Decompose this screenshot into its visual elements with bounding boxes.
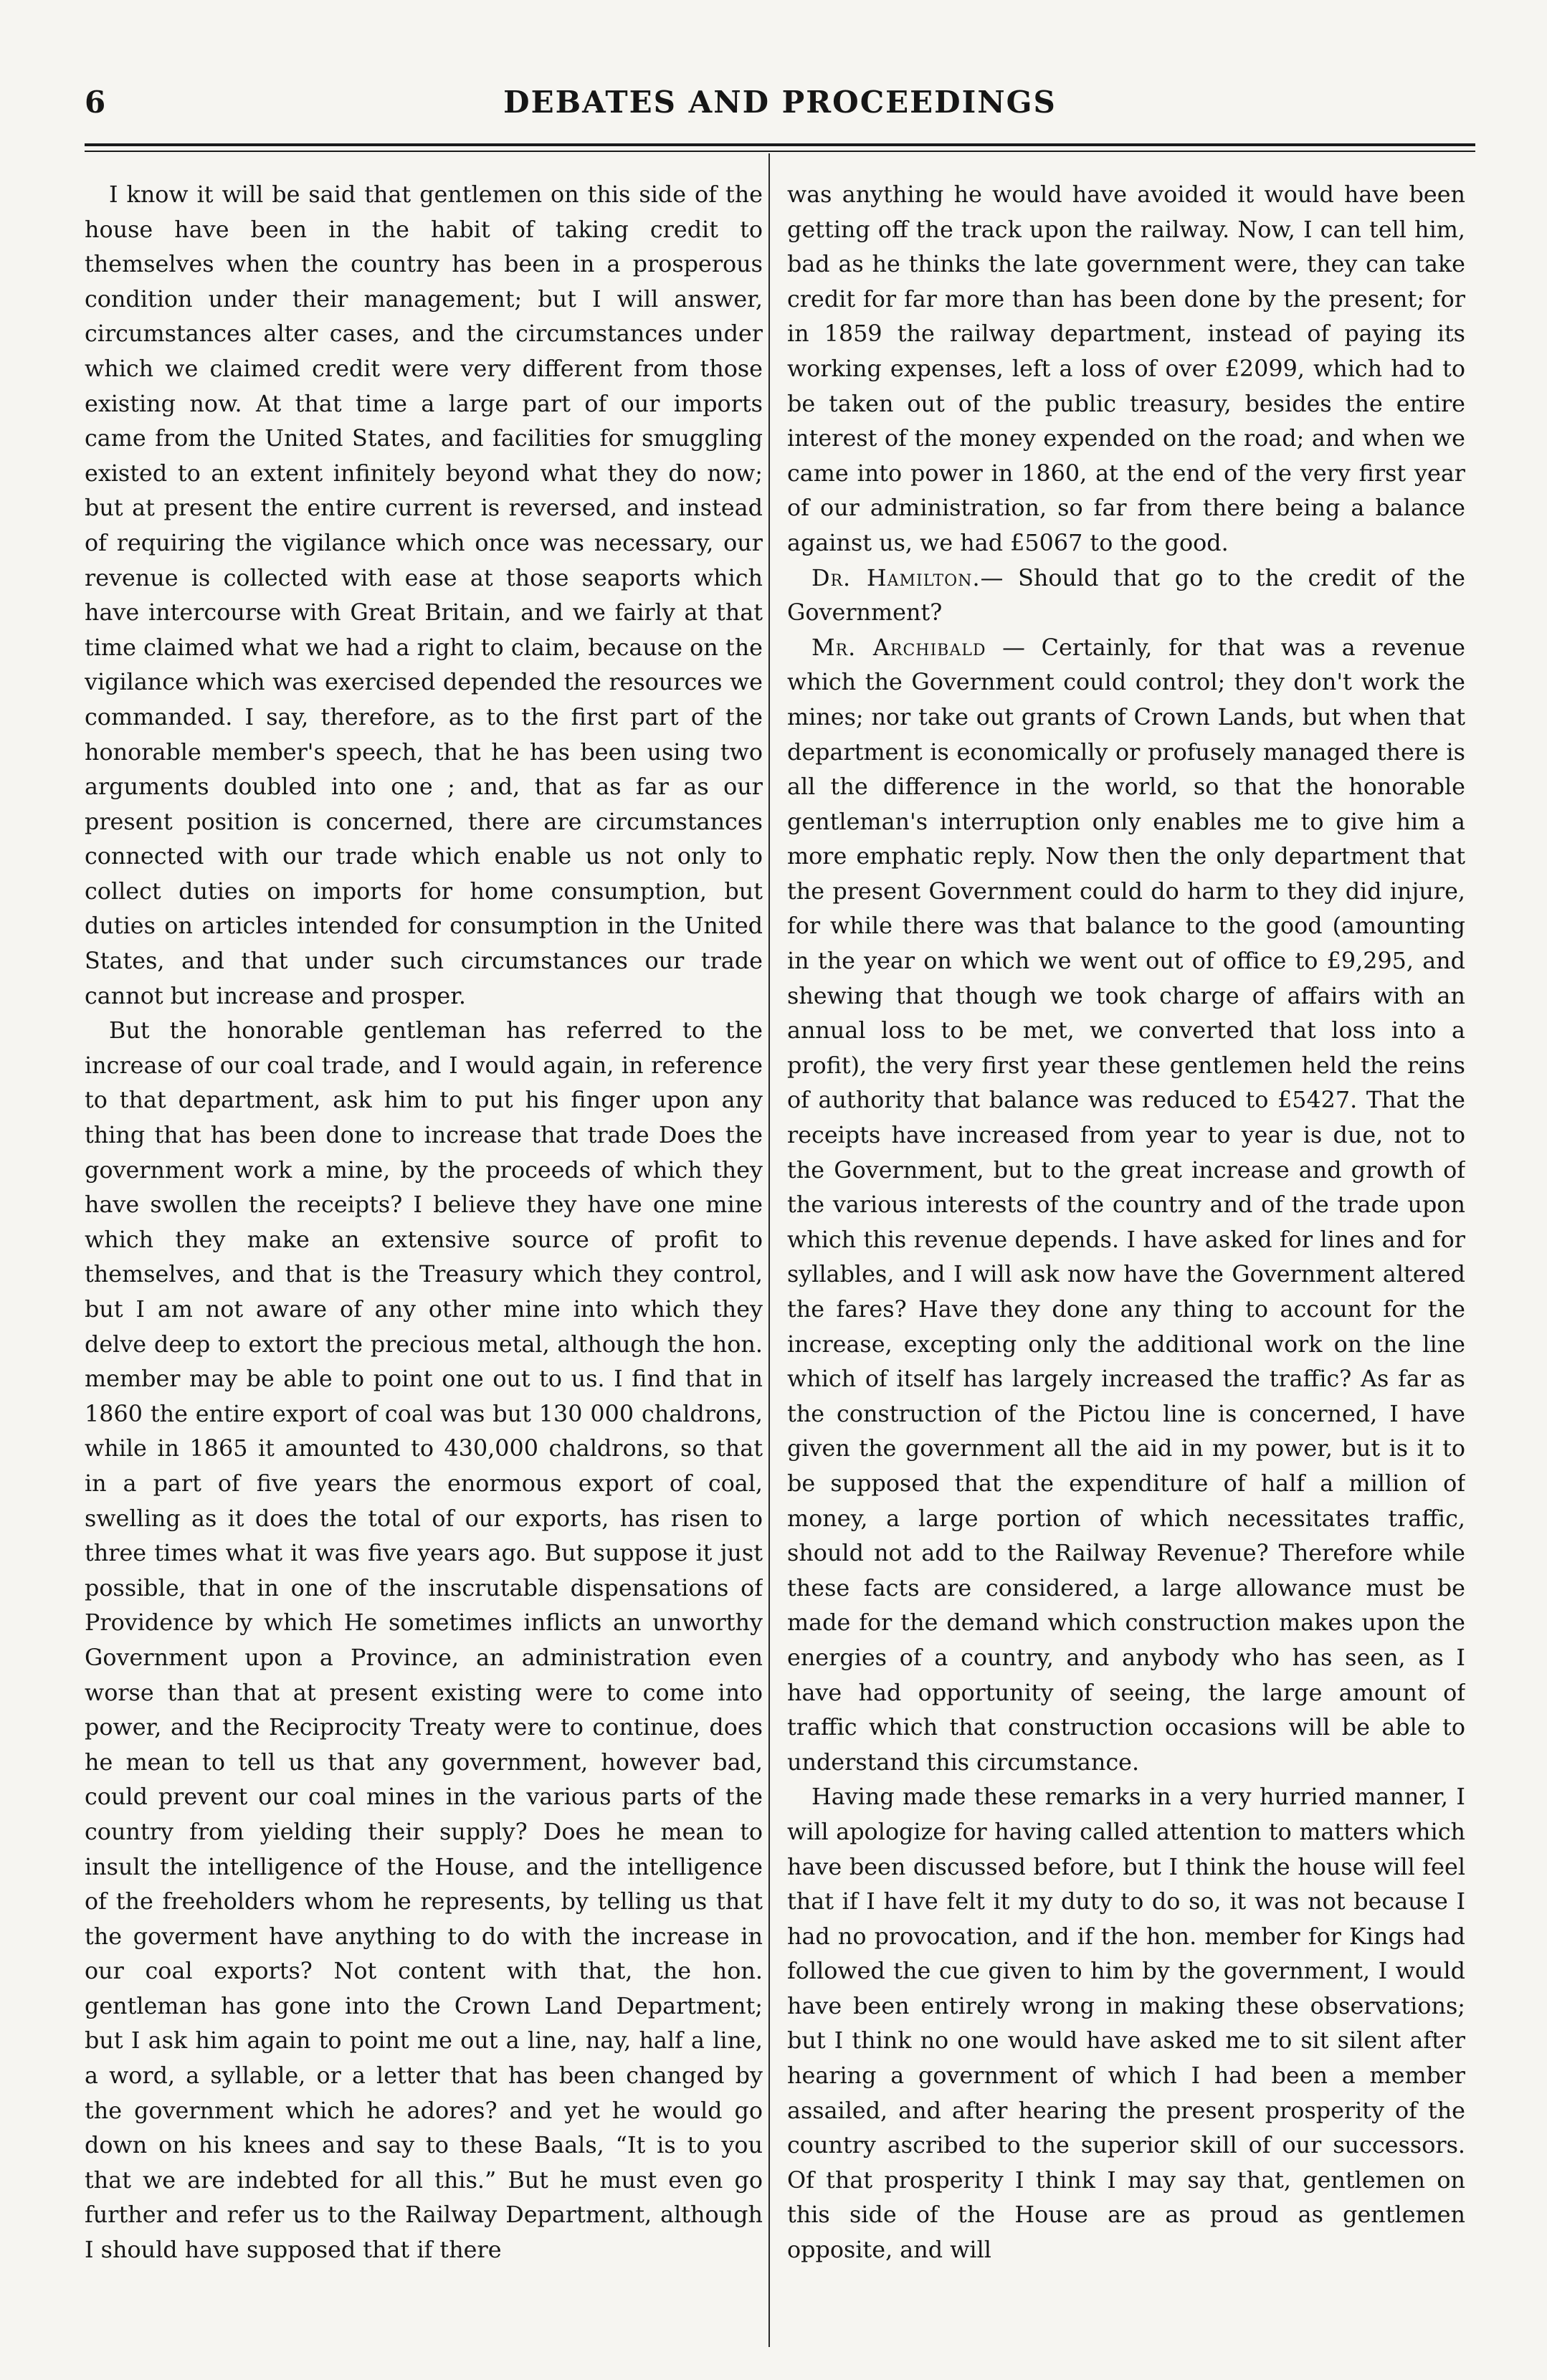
speech-paragraph (787, 631, 1465, 1781)
header-rule-thin (85, 151, 1475, 152)
speaker-name: Dr. Hamilton. (811, 564, 981, 591)
header-rule-thick (85, 143, 1475, 146)
speech-paragraph (787, 561, 1465, 631)
body-paragraph (787, 1780, 1465, 2267)
page-number: 6 (85, 85, 106, 120)
left-column (85, 178, 763, 2350)
body-paragraph: But the honorable gentleman has referred to the increase of our coal trade, and I would again, in reference to that department, ask him to put his finger upon any thing that has been done to increase that trade Does the government work a mine, by the proceeds of which they have swollen the receipts? I believe they have one mine which they make an extensive source of profit to themselves, and that is the Treasury which they control, but I am not aware of any other mine into which they delve deep to extort the precious metal, although the hon. member may be able to point one out to us. I find that in 1860 the entire export of coal was but 130 000 chaldrons, while in 1865 it amounted to 430,000 chaldrons, so that in a part of five years the enormous export of coal, swelling as it does the total of our exports, has risen to three times what it was five years ago. But suppose it just possible, that in one of the inscrutable dispensations of Providence by which He sometimes inflicts an unworthy Government upon a Province, an administration even worse than that at present existing were to come into power, and the Reciprocity Treaty were to continue, does he mean to tell us that any government, however bad, could prevent our coal mines in the various parts of the country from yielding their supply? Does he mean to insult the intelligence of the House, and the intelligence of the freeholders whom he represents, by telling us that the goverment have anything to do with the increase in our coal exports? Not content with that, the hon. gentleman has gone into the Crown Land Department; but I ask him again to point me out a line, nay, half a line, a word, a syllable, or a letter that has been changed by the government which he adores? and yet he would go down on his knees and say to these Baals, “It is to you that we are indebted for all this.” But he must even go further and refer us to the Railway Department, although I should have supposed that if there (85, 1017, 763, 2264)
body-paragraph: I know it will be said that gentlemen on this side of the house have been in the habit of taking credit to themselves when the country has been in a prosperous condition under their management; but I will answer, circumstances alter cases, and the circumstances under which we claimed credit were very different from those existing now. At that time a large part of our imports came from the United States, and facilities for smuggling existed to an extent infinitely beyond what they do now; but at present the entire current is reversed, and instead of requiring the vigilance which once was necessary, our revenue is collected with ease at those seaports which have intercourse with Great Britain, and we fairly at that time claimed what we had a right to claim, because on the vigilance which was exercised depended the resources we commanded. I say, therefore, as to the first part of the honorable member's speech, that he has been using two arguments doubled into one ; and, that as far as our present position is concerned, there are circumstances connected with our trade which enable us not only to collect duties on imports for home consumption, but duties on articles intended for consumption in the United States, and that under such circumstances our trade cannot but increase and prosper. (85, 181, 763, 1009)
paragraph-text: — Certainly, for that was a revenue which the Government could control; they don't work the mines; nor take out grants of Crown Lands, but when that department is economically or profusely managed there is all the difference in the world, so that the honorable gentleman's interruption only enables me to give him a more emphatic reply. Now then the only department that the present Government could do harm to they did injure, for while there was that balance to the good (amounting in the year on which we went out of office to £9,295, and shewing that though we took charge of affairs with an annual loss to be met, we converted that loss into a profit), the very first year these gentlemen held the reins of authority that balance was reduced to £5427. That the receipts have increased from year to year is due, not to the Government, but to the great increase and growth of the various interests of the country and of the trade upon which this revenue depends. I have asked for lines and for syllables, and I will ask now have the Government altered the fares? Have they done any thing to account for the increase, excepting only the additional work on the line which of itself has largely increased the traffic? As far as the construction of the Pictou line is concerned, I have given the government all the aid in my power, but is it to be supposed that the expenditure of half a million of money, a large portion of which necessitates traffic, should not add to the Railway Revenue? Therefore while these facts are considered, a large allowance must be made for the demand which construction makes upon the energies of a country, and anybody who has seen, as I have had opportunity of seeing, the large amount of traffic which that construction occasions will be able to understand this circumstance. (787, 634, 1465, 1776)
page-header (85, 85, 1475, 128)
paragraph-text: — Should that go to the credit of the Government? (787, 564, 1465, 627)
running-title: DEBATES AND PROCEEDINGS (503, 85, 1057, 120)
paragraph-text: Having made these remarks in a very hurried manner, I will apologize for having called attention to matters which have been discussed before, but I think the house will feel that if I have felt it my duty to do so, it was not because I had no provocation, and if the hon. member for Kings had followed the cue given to him by the government, I would have been entirely wrong in making these observations; but I think no one would have asked me to sit silent after hearing a government of which I had been a member assailed, and after hearing the present prosperity of the country ascribed to the superior skill of our successors. Of that prosperity I think I may say that, gentlemen on this side of the House are as proud as gentlemen opposite, and will (787, 1784, 1465, 2264)
paragraph-text: was anything he would have avoided it would have been getting off the track upon the railway. Now, I can tell him, bad as he thinks the late government were, they can take credit for far more than has been done by the present; for in 1859 the railway department, instead of paying its working expenses, left a loss of over £2099, which had to be taken out of the public treasury, besides the entire interest of the money expended on the road; and when we came into power in 1860, at the end of the very first year of our administration, so far from there being a balance against us, we had £5067 to the good. (787, 181, 1465, 556)
speaker-name: Mr. Archibald (811, 634, 986, 661)
column-divider (768, 153, 770, 2347)
right-column (787, 178, 1465, 2350)
body-paragraph (787, 178, 1465, 561)
